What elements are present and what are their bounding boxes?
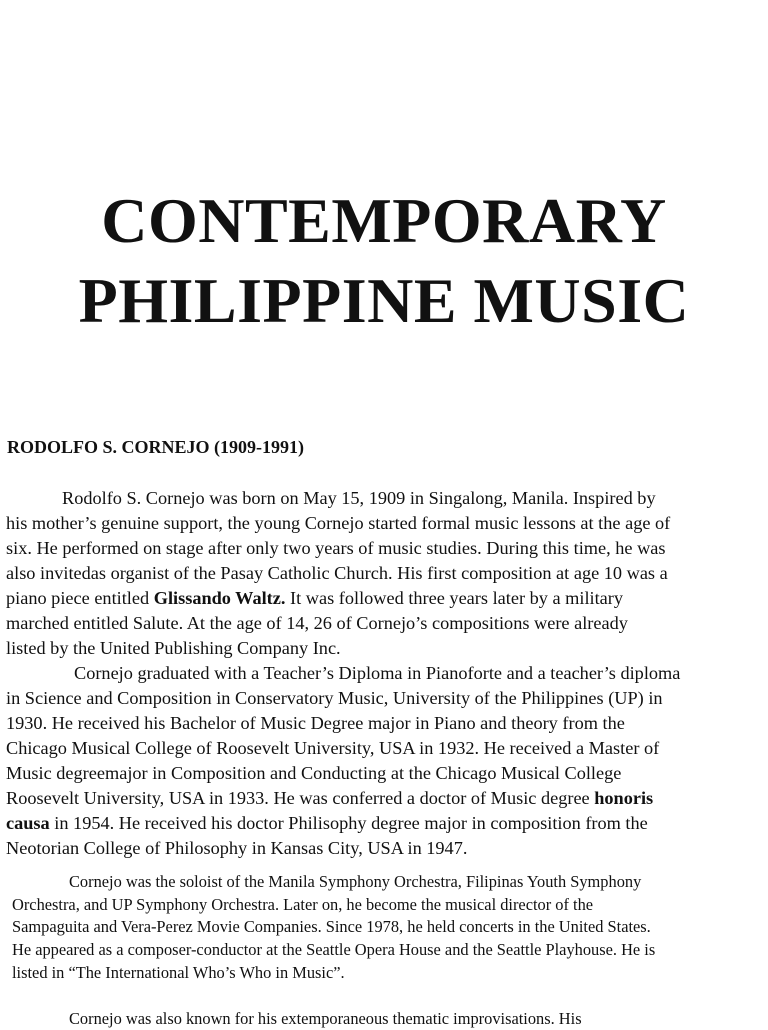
text-line xyxy=(6,811,768,836)
text-line: listed in “The International Who’s Who in Music”. xyxy=(12,962,345,982)
text-line: also invitedas organist of the Pasay Catholic Church. His first composition at age 10 was a xyxy=(6,563,668,583)
text-line: Cornejo was also known for his extemporaneous thematic improvisations. His xyxy=(69,1009,582,1028)
text-line: Cornejo graduated with a Teacher’s Diploma in Pianoforte and a teacher’s diploma xyxy=(74,663,681,683)
text-line xyxy=(6,786,768,811)
title-line-1: CONTEMPORARY xyxy=(101,185,667,256)
text-line: Neotorian College of Philosophy in Kansas City, USA in 1947. xyxy=(6,838,468,858)
text-run: It was followed three years later by a military xyxy=(285,588,624,608)
text-line: six. He performed on stage after only two years of music studies. During this time, he was xyxy=(6,538,666,558)
body-text xyxy=(12,871,768,985)
document-title xyxy=(0,181,768,341)
text-line: Orchestra, and UP Symphony Orchestra. Later on, he become the musical director of the xyxy=(12,894,594,914)
text-line: marched entitled Salute. At the age of 14, 26 of Cornejo’s compositions were already xyxy=(6,613,628,633)
text-line: Music degreemajor in Composition and Conducting at the Chicago Musical College xyxy=(6,763,622,783)
bold-term: causa xyxy=(6,813,50,833)
text-run: Roosevelt University, USA in 1933. He was conferred a doctor of Music degree xyxy=(6,788,595,808)
text-line: Chicago Musical College of Roosevelt University, USA in 1932. He received a Master of xyxy=(6,738,660,758)
text-line: Rodolfo S. Cornejo was born on May 15, 1909 in Singalong, Manila. Inspired by xyxy=(62,488,656,508)
text-line: Sampaguita and Vera-Perez Movie Companies. Since 1978, he held concerts in the United States. xyxy=(12,917,651,937)
text-run: in 1954. He received his doctor Philisophy degree major in composition from the xyxy=(49,813,648,833)
composition-title: Glissando Waltz. xyxy=(153,588,286,608)
text-line xyxy=(6,586,768,611)
bold-term: honoris xyxy=(594,788,654,808)
title-line-2: PHILIPPINE MUSIC xyxy=(78,265,690,336)
text-line: He appeared as a composer-conductor at the Seattle Opera House and the Seattle Playhouse. He is xyxy=(12,940,656,960)
text-line: in Science and Composition in Conservatory Music, University of the Philippines (UP) in xyxy=(6,688,663,708)
text-line: his mother’s genuine support, the young Cornejo started formal music lessons at the age of xyxy=(6,513,671,533)
text-line: listed by the United Publishing Company Inc. xyxy=(6,638,341,658)
text-line: 1930. He received his Bachelor of Music Degree major in Piano and theory from the xyxy=(6,713,625,733)
text-line: Cornejo was the soloist of the Manila Symphony Orchestra, Filipinas Youth Symphony xyxy=(69,872,642,891)
body-text xyxy=(6,486,768,861)
section-heading: RODOLFO S. CORNEJO (1909-1991) xyxy=(7,437,304,457)
text-run: piano piece entitled xyxy=(6,588,154,608)
